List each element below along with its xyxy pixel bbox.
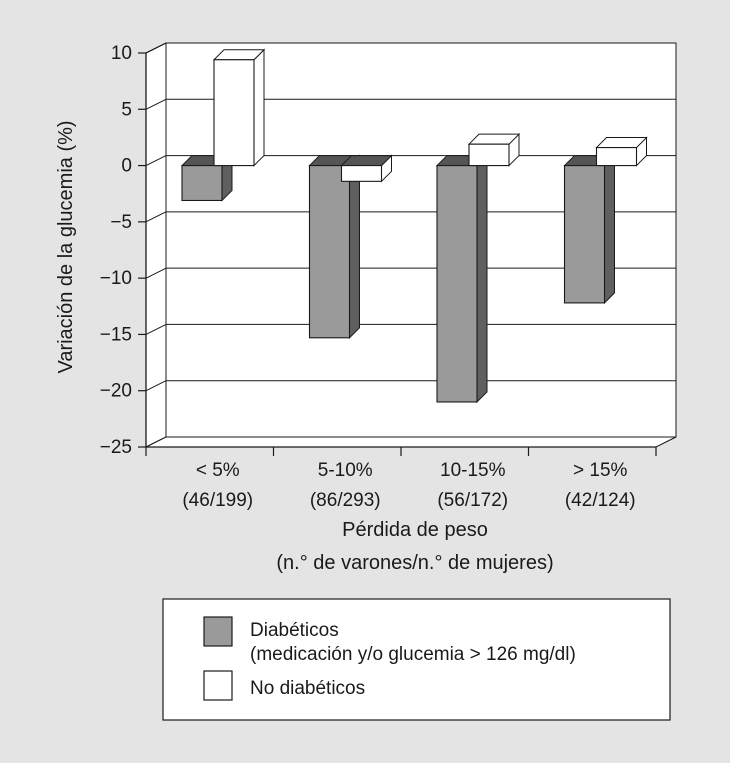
y-tick-label: 10 (110, 43, 132, 64)
y-tick-label: 5 (121, 99, 132, 121)
legend-swatch-no-diabeticos (204, 671, 232, 700)
x-category-label: 10-15% (440, 460, 506, 481)
bar-diabeticos-side (350, 156, 360, 338)
bar-diabeticos (310, 166, 350, 338)
x-axis-subtitle: (n.° de varones/n.° de mujeres) (276, 552, 554, 574)
y-tick-label: 0 (121, 155, 132, 177)
x-category-label: > 15% (573, 460, 628, 481)
legend-label-diabeticos: Diabéticos (250, 620, 339, 641)
x-axis-title: Pérdida de peso (342, 519, 488, 541)
plot-area (100, 43, 676, 511)
plot-floor (146, 437, 676, 447)
bar-diabeticos (437, 166, 477, 402)
bar-diabeticos (182, 166, 222, 201)
x-category-label: (42/124) (564, 490, 636, 511)
y-axis-title: Variación de la glucemia (%) (55, 120, 77, 374)
y-tick-label: −20 (99, 380, 132, 402)
y-tick-label: −25 (99, 437, 132, 458)
x-category-label: 5-10% (317, 460, 373, 481)
x-category-label: < 5% (195, 460, 240, 481)
x-category-label: (56/172) (437, 490, 509, 511)
bar-no-diabeticos (469, 144, 509, 165)
legend-label-no-diabeticos: No diabéticos (250, 678, 366, 699)
bar-diabeticos (565, 166, 605, 303)
legend (163, 599, 670, 720)
bar-no-diabeticos (214, 60, 254, 166)
bar-diabeticos-side (477, 156, 487, 402)
bar-no-diabeticos (342, 166, 382, 182)
x-category-label: (86/293) (309, 490, 381, 511)
y-tick-label: −15 (99, 324, 132, 346)
y-tick-label: −5 (110, 211, 132, 233)
y-tick-label: −10 (99, 268, 132, 290)
bar-no-diabeticos-side (254, 50, 264, 166)
plot-side-wall (146, 43, 166, 447)
bar-diabeticos-side (605, 156, 615, 303)
legend-swatch-diabeticos (204, 617, 232, 646)
legend-label-diabeticos-detail: (medicación y/o glucemia > 126 mg/dl) (250, 644, 576, 665)
bar-no-diabeticos (597, 148, 637, 166)
x-category-label: (46/199) (182, 490, 254, 511)
